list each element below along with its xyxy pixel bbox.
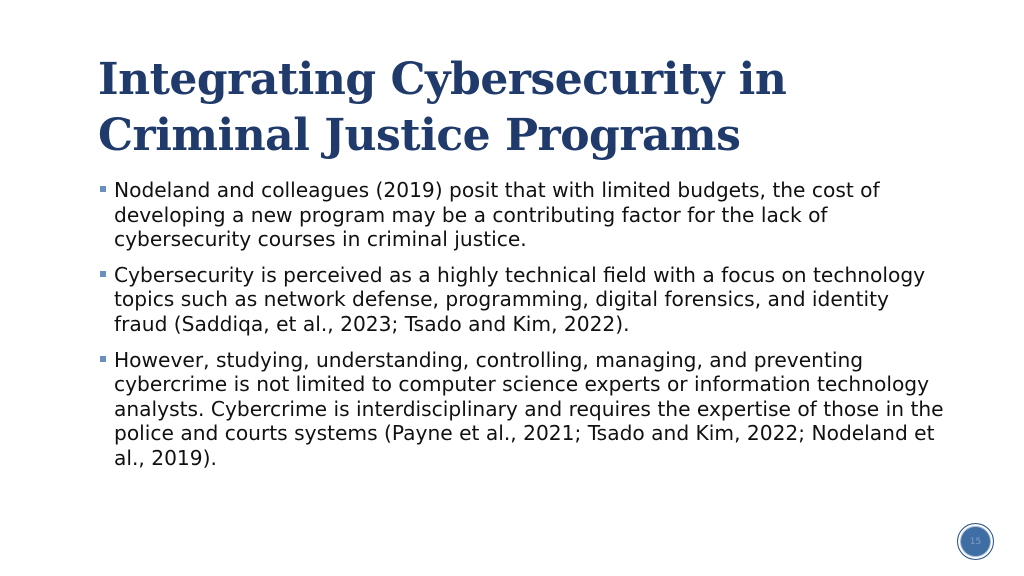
slide-title: Integrating Cybersecurity in Criminal Justice Programs: [98, 54, 787, 161]
square-bullet-icon: [100, 186, 106, 192]
square-bullet-icon: [100, 271, 106, 277]
page-number: 15: [969, 536, 982, 547]
bullet-text: However, studying, understanding, controlling, managing, and preventing cybercrime is not limited to computer science experts or information technology analysts. Cybercrime is interdisciplinary and requires the expertise of those in the police and courts systems (Payne et al., 2021; Tsado and Kim, 2022; Nodeland et al., 2019).: [114, 347, 944, 470]
bullet-text: Nodeland and colleagues (2019) posit that with limited budgets, the cost of developing a new program may be a contributing factor for the lack of cybersecurity courses in criminal justice.: [114, 178, 880, 252]
bullet-list: [98, 178, 948, 482]
bullet-item: [98, 178, 948, 252]
page-number-badge: [957, 523, 994, 560]
square-bullet-icon: [100, 356, 106, 362]
bullet-item: [98, 348, 948, 471]
bullet-item: [98, 263, 948, 337]
bullet-text: Cybersecurity is perceived as a highly technical field with a focus on technology topics such as network defense, programming, digital forensics, and identity fraud (Saddiqa, et al., 2023; Tsado and Kim, 2022).: [114, 262, 926, 336]
